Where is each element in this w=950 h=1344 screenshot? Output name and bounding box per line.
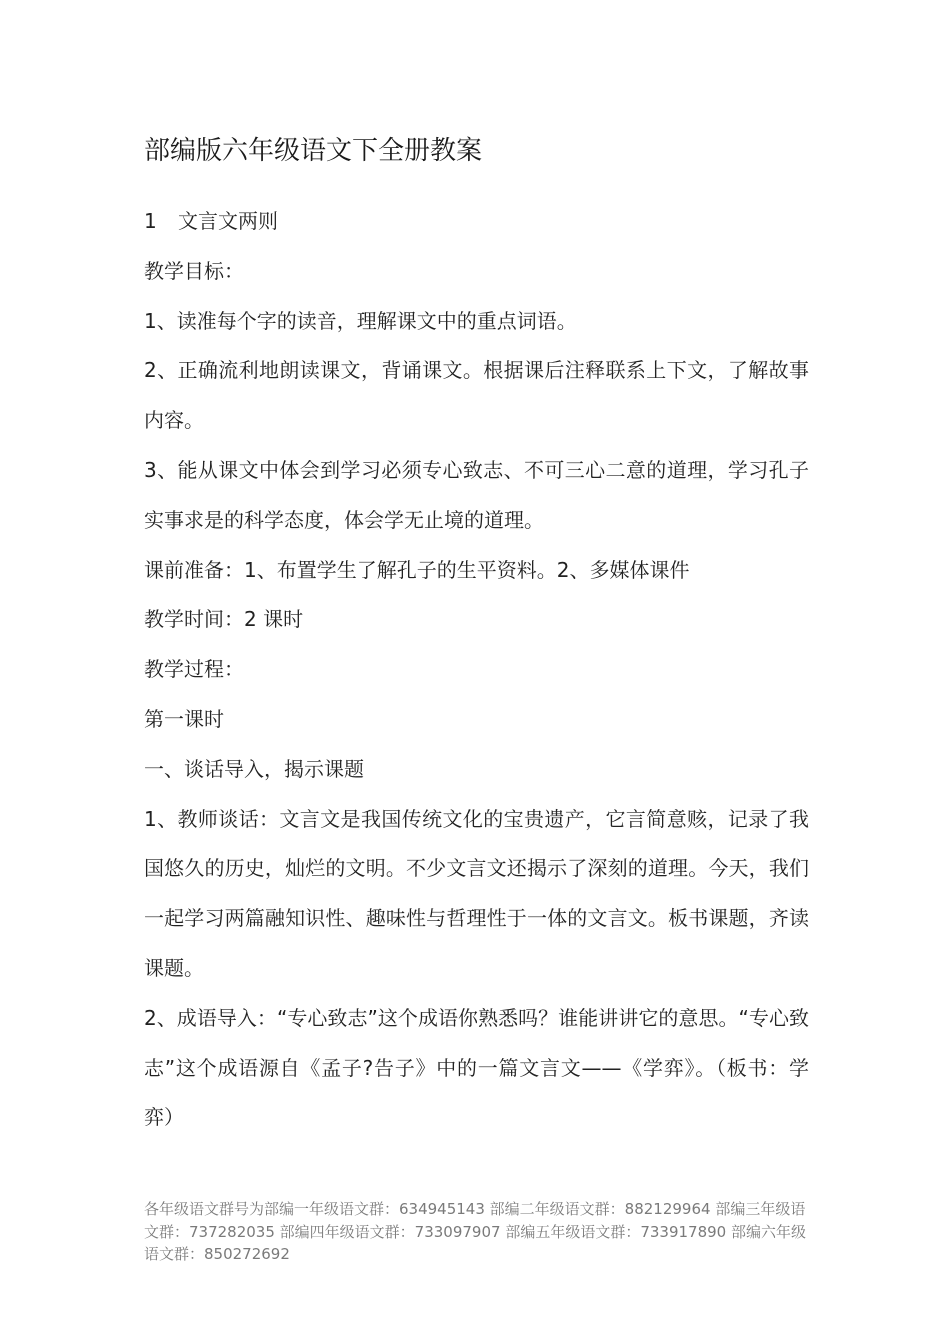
paragraph-teacher-talk: 1、教师谈话：文言文是我国传统文化的宝贵遗产，它言简意赅，记录了我国悠久的历史，灿烂的文明。不少文言文还揭示了深刻的道理。今天，我们一起学习两篇融知识性、趣味性与哲理性于一体的文言文。板书课题，齐读课题。 [144,806,809,980]
paragraph-goal-2: 2、正确流利地朗读课文，背诵课文。根据课后注释联系上下文，了解故事内容。 [144,358,809,433]
page-footer: 各年级语文群号为部编一年级语文群：634945143 部编二年级语文群：882129964 部编三年级语文群：737282035 部编四年级语文群：733097907 部编五年级语文群：733917890 部编六年级语文群：850272692 [144,1200,806,1263]
paragraph-first-lesson: 第一课时 [144,706,224,731]
document-title: 部编版六年级语文下全册教案 [144,136,483,166]
lesson-number: 1 [144,209,157,233]
paragraph-idiom-intro: 2、成语导入：“专心致志”这个成语你熟悉吗？谁能讲讲它的意思。“专心致志”这个成语源自《孟子?告子》中的一篇文言文——《学弈》。（板书：学弈） [144,1005,809,1130]
paragraph-goal-1: 1、读准每个字的读音，理解课文中的重点词语。 [144,308,577,333]
paragraph-preparation: 课前准备：1、布置学生了解孔子的生平资料。2、多媒体课件 [144,557,690,582]
paragraph-teaching-time: 教学时间：2 课时 [144,607,304,632]
paragraph-teaching-goals: 教学目标： [144,258,244,283]
paragraph-section-intro: 一、谈话导入，揭示课题 [144,756,364,781]
lesson-heading [144,197,809,247]
document-body [144,197,809,1143]
paragraph-teaching-process: 教学过程： [144,657,244,682]
paragraph-goal-3: 3、能从课文中体会到学习必须专心致志、不可三心二意的道理，学习孔子实事求是的科学态度，体会学无止境的道理。 [144,457,809,532]
lesson-title: 文言文两则 [178,209,278,233]
